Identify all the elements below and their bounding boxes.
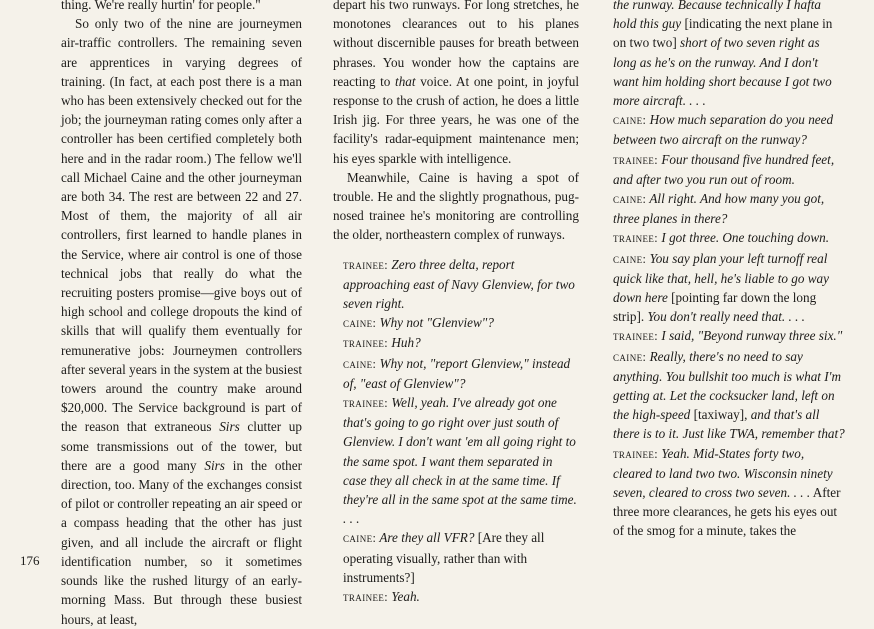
dialogue-line	[343, 354, 579, 393]
paragraph-text: Meanwhile, Caine is having a spot of trouble. He and the slightly prognathous, pug-nosed trainee he's monitoring are controlling the older, northeastern complex of runways.	[333, 169, 579, 243]
dialogue-text: Are they all VFR?	[376, 530, 475, 546]
dialogue-text: How much separation do you need between two aircraft on the runway?	[613, 112, 834, 148]
dialogue-line	[343, 333, 579, 353]
column-left	[61, 0, 302, 629]
paragraph-text: depart his two runways. For long stretches, he monotones clearances out to his planes without discernible pauses for breath between phrases. You wonder how the captains are reacting to	[333, 0, 579, 89]
speaker-label: trainee:	[613, 231, 659, 246]
paragraph-text: So only two of the nine are journeymen air-traffic controllers. The remaining seven are apprentices in varying degrees of training. (In fact, at each post there is a man who has been extensively checked out for the job; the journeyman rating comes only after a controller has been certified completely both here and in the radar room.) The fellow we'll call Michael Caine and the other journeyman are both 34. The rest are between 22 and 27. Most of them, the majority of all air controllers, first learned to handle planes in the Service, where air control is one of those technical jobs that really do what the recruiting posters promise—give boys out of high school and college dropouts the kind of skills that will qualify them eventually for remunerative jobs: Journeymen controllers after several years in the system at the busiest towers around the country make around $20,000. The Service background is part of the reason that extraneous	[61, 16, 302, 435]
dialogue-text: [taxiway],	[690, 407, 751, 423]
page-number: 176	[20, 553, 40, 568]
paragraph-text: thing. We're really hurtin' for people."	[61, 0, 261, 12]
speaker-label: caine:	[613, 113, 647, 128]
speaker-label: trainee:	[343, 336, 389, 351]
speaker-label: caine:	[343, 531, 377, 546]
italic-word: Sirs	[219, 419, 240, 435]
paragraph-text: clutter up some transmissions out of the tower, but there are a good many	[61, 419, 302, 473]
dialogue-text: After three more clearances, he gets his eyes out of the smog for a minute, takes the	[613, 485, 841, 539]
speaker-label: trainee:	[343, 396, 389, 411]
dialogue-text: I said, "Beyond runway three six."	[658, 328, 843, 344]
speaker-label: trainee:	[343, 257, 389, 272]
paragraph-continued	[333, 0, 579, 168]
dialogue-text: and that's all there is to it. Just like TWA, remember that?	[613, 407, 845, 442]
dialogue-line	[343, 255, 579, 314]
dialogue-line	[613, 0, 845, 110]
dialogue-line	[613, 326, 845, 346]
dialogue-text: Really, there's no need to say anything. You bullshit too much is what I'm getting at. Let the cocksucker land, left on the high-speed	[613, 348, 841, 423]
dialogue-text: You don't really need that. . . .	[647, 309, 805, 325]
dialogue-line	[613, 110, 845, 149]
dialogue-text: I got three. One touching down.	[658, 230, 830, 246]
speaker-label: caine:	[343, 316, 377, 331]
dialogue-text: Why not "Glenview"?	[376, 315, 494, 331]
dialogue-text: Yeah. Mid-States forty two, cleared to land two two. Wisconsin ninety seven, cleared to cross two seven. . . .	[613, 445, 833, 501]
speaker-label: trainee:	[613, 446, 659, 461]
dialogue-text: Well, yeah. I've already got one that's going to go right over just south of Glenview. I don't want 'em all going right to the same spot. I want them separated in case they all check in at the same time. If they're all in the same spot at the same time. . . .	[343, 395, 577, 527]
speaker-label: caine:	[613, 251, 647, 266]
dialogue-text: You say plan your left turnoff real quick like that, hell, he's liable to go way down here	[613, 250, 829, 306]
italic-word: that	[395, 73, 416, 89]
dialogue-line	[343, 528, 579, 587]
speaker-label: trainee:	[613, 329, 659, 344]
dialogue-text: Yeah.	[388, 589, 420, 605]
dialogue-text: the runway. Because technically I hafta hold this guy	[613, 0, 822, 32]
dialogue-line	[613, 228, 845, 248]
dialogue-line	[613, 347, 845, 444]
dialogue-text: Huh?	[388, 335, 421, 351]
dialogue-text: short of two seven right as long as he's on the runway. And I don't want him holding short because I got two more aircraft. . . .	[613, 35, 832, 109]
dialogue-line	[613, 189, 845, 228]
paragraph-meanwhile	[333, 168, 579, 245]
speaker-label: trainee:	[613, 152, 659, 167]
dialogue-line	[343, 587, 579, 607]
dialogue-line	[343, 313, 579, 333]
paragraph-text: voice. At one point, in joyful response to the crush of action, he does a little Irish jig. For three years, he was one of the facility's radar-equipment maintenance men; his eyes sparkle with intelligence.	[333, 73, 579, 166]
dialogue-line	[613, 249, 845, 327]
speaker-label: caine:	[613, 192, 647, 207]
column-right	[613, 0, 845, 541]
column-middle	[333, 0, 579, 607]
speaker-label: caine:	[343, 356, 377, 371]
dialogue-text: Four thousand five hundred feet, and after two you run out of room.	[613, 151, 835, 187]
dialogue-line	[343, 393, 579, 528]
speaker-label: trainee:	[343, 590, 389, 605]
paragraph-continued	[61, 0, 302, 14]
speaker-label: caine:	[613, 349, 647, 364]
dialogue-text: [Are they all operating visually, rather than with instruments?]	[343, 530, 545, 585]
paragraph-text: in the other direction, too. Many of the exchanges consist of pilot or controller repeating an air speed or a compass heading that the other has just given, and all include the aircraft or flight identification number, so it sometimes sounds like the rushed liturgy of an early-morning Mass. But through these busiest hours, at least,	[61, 457, 303, 627]
paragraph-journeymen	[61, 14, 302, 629]
dialogue-text: [pointing far down the long strip].	[613, 290, 817, 325]
dialogue-text: Why not, "report Glenview," instead of, "east of Glenview"?	[343, 355, 571, 391]
italic-word: Sirs	[204, 457, 225, 473]
dialogue-text: All right. And how many you got, three planes in there?	[613, 191, 825, 227]
dialogue-line	[613, 444, 845, 541]
dialogue-text: Zero three delta, report approaching east of Navy Glenview, for two seven right.	[343, 256, 575, 312]
dialogue-line	[613, 150, 845, 189]
dialogue-text: [indicating the next plane in on two two]	[613, 16, 833, 51]
